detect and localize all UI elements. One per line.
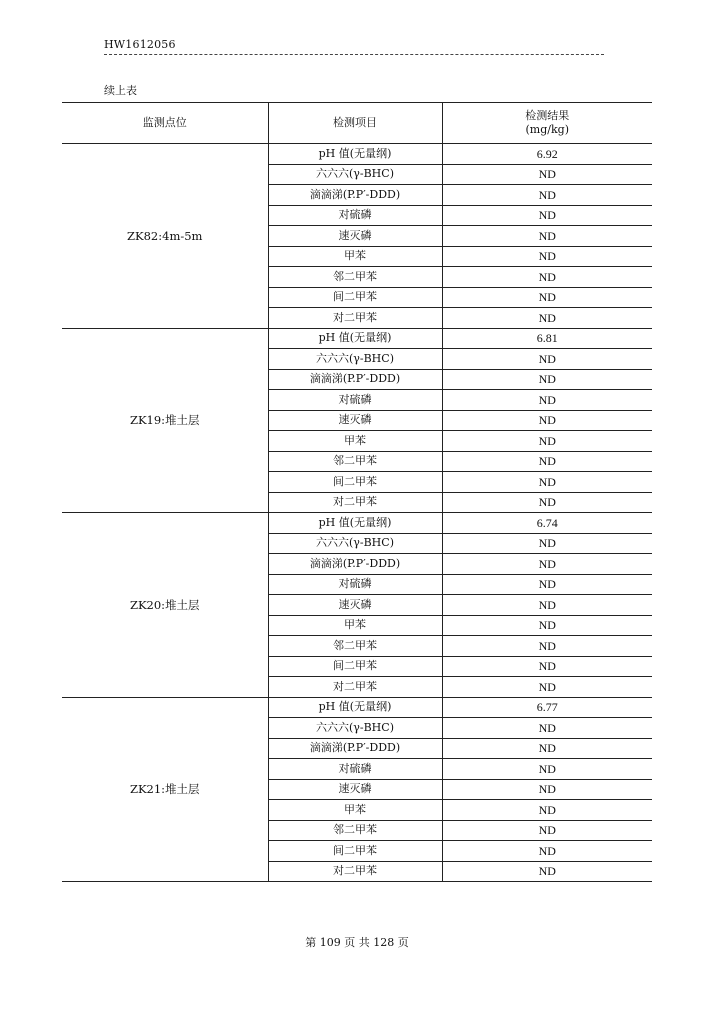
column-header-result-title: 检测结果: [525, 109, 570, 122]
test-item-cell: 对二甲苯: [268, 492, 442, 513]
result-value-cell: ND: [442, 656, 652, 677]
result-value-cell: 6.74: [442, 513, 652, 534]
test-item-cell: 间二甲苯: [268, 841, 442, 862]
result-value-cell: 6.77: [442, 697, 652, 718]
result-value-cell: ND: [442, 718, 652, 739]
test-item-cell: 速灭磷: [268, 779, 442, 800]
test-item-cell: 甲苯: [268, 246, 442, 267]
result-value-cell: ND: [442, 554, 652, 575]
monitoring-point-cell: ZK82:4m-5m: [62, 144, 268, 329]
table-row: [62, 697, 652, 718]
test-item-cell: 邻二甲苯: [268, 267, 442, 288]
result-value-cell: ND: [442, 308, 652, 329]
monitoring-point-cell: ZK21:堆土层: [62, 697, 268, 882]
monitoring-point-cell: ZK20:堆土层: [62, 513, 268, 698]
test-item-cell: 对硫磷: [268, 205, 442, 226]
test-item-cell: 对二甲苯: [268, 308, 442, 329]
test-item-cell: 甲苯: [268, 615, 442, 636]
result-value-cell: ND: [442, 164, 652, 185]
result-value-cell: ND: [442, 185, 652, 206]
test-item-cell: 六六六(γ-BHC): [268, 164, 442, 185]
test-item-cell: 间二甲苯: [268, 656, 442, 677]
result-value-cell: ND: [442, 349, 652, 370]
monitoring-point-cell: ZK19:堆土层: [62, 328, 268, 513]
table-row: [62, 513, 652, 534]
result-value-cell: ND: [442, 574, 652, 595]
result-value-cell: ND: [442, 492, 652, 513]
result-value-cell: ND: [442, 287, 652, 308]
result-value-cell: 6.92: [442, 144, 652, 165]
result-value-cell: ND: [442, 226, 652, 247]
continued-label: 续上表: [104, 84, 137, 97]
column-header-result: [442, 103, 652, 144]
test-item-cell: 邻二甲苯: [268, 636, 442, 657]
test-item-cell: 邻二甲苯: [268, 451, 442, 472]
result-value-cell: ND: [442, 472, 652, 493]
column-header-item: 检测项目: [268, 103, 442, 144]
result-value-cell: ND: [442, 390, 652, 411]
result-value-cell: ND: [442, 595, 652, 616]
document-id: HW1612056: [104, 38, 176, 51]
test-item-cell: 对硫磷: [268, 390, 442, 411]
result-value-cell: ND: [442, 410, 652, 431]
result-value-cell: ND: [442, 615, 652, 636]
test-item-cell: 甲苯: [268, 431, 442, 452]
test-item-cell: pH 值(无量纲): [268, 144, 442, 165]
test-item-cell: 速灭磷: [268, 410, 442, 431]
table-header: [62, 103, 652, 144]
results-table: [62, 102, 652, 882]
header-rule: [104, 54, 604, 55]
table-row: [62, 328, 652, 349]
page-number: 第 109 页 共 128 页: [305, 936, 409, 949]
test-item-cell: 六六六(γ-BHC): [268, 349, 442, 370]
test-item-cell: 滴滴涕(P.P′-DDD): [268, 554, 442, 575]
result-value-cell: ND: [442, 246, 652, 267]
test-item-cell: 对二甲苯: [268, 861, 442, 882]
result-value-cell: ND: [442, 841, 652, 862]
result-value-cell: ND: [442, 800, 652, 821]
test-item-cell: 六六六(γ-BHC): [268, 718, 442, 739]
result-value-cell: ND: [442, 861, 652, 882]
table-row: [62, 144, 652, 165]
test-item-cell: 邻二甲苯: [268, 820, 442, 841]
result-value-cell: ND: [442, 759, 652, 780]
test-item-cell: 对硫磷: [268, 759, 442, 780]
test-item-cell: 对二甲苯: [268, 677, 442, 698]
test-item-cell: pH 值(无量纲): [268, 328, 442, 349]
column-header-point: 监测点位: [62, 103, 268, 144]
test-item-cell: 滴滴涕(P.P′-DDD): [268, 369, 442, 390]
test-item-cell: 六六六(γ-BHC): [268, 533, 442, 554]
result-value-cell: ND: [442, 205, 652, 226]
result-value-cell: ND: [442, 677, 652, 698]
test-item-cell: 滴滴涕(P.P′-DDD): [268, 185, 442, 206]
test-item-cell: 甲苯: [268, 800, 442, 821]
test-item-cell: pH 值(无量纲): [268, 513, 442, 534]
test-item-cell: 间二甲苯: [268, 472, 442, 493]
result-value-cell: 6.81: [442, 328, 652, 349]
test-item-cell: pH 值(无量纲): [268, 697, 442, 718]
result-value-cell: ND: [442, 779, 652, 800]
result-value-cell: ND: [442, 636, 652, 657]
test-item-cell: 滴滴涕(P.P′-DDD): [268, 738, 442, 759]
test-item-cell: 对硫磷: [268, 574, 442, 595]
result-value-cell: ND: [442, 820, 652, 841]
result-value-cell: ND: [442, 738, 652, 759]
test-item-cell: 速灭磷: [268, 595, 442, 616]
test-item-cell: 速灭磷: [268, 226, 442, 247]
table-body: [62, 144, 652, 882]
column-header-result-unit: (mg/kg): [525, 123, 569, 136]
result-value-cell: ND: [442, 267, 652, 288]
test-item-cell: 间二甲苯: [268, 287, 442, 308]
result-value-cell: ND: [442, 431, 652, 452]
result-value-cell: ND: [442, 369, 652, 390]
result-value-cell: ND: [442, 451, 652, 472]
result-value-cell: ND: [442, 533, 652, 554]
